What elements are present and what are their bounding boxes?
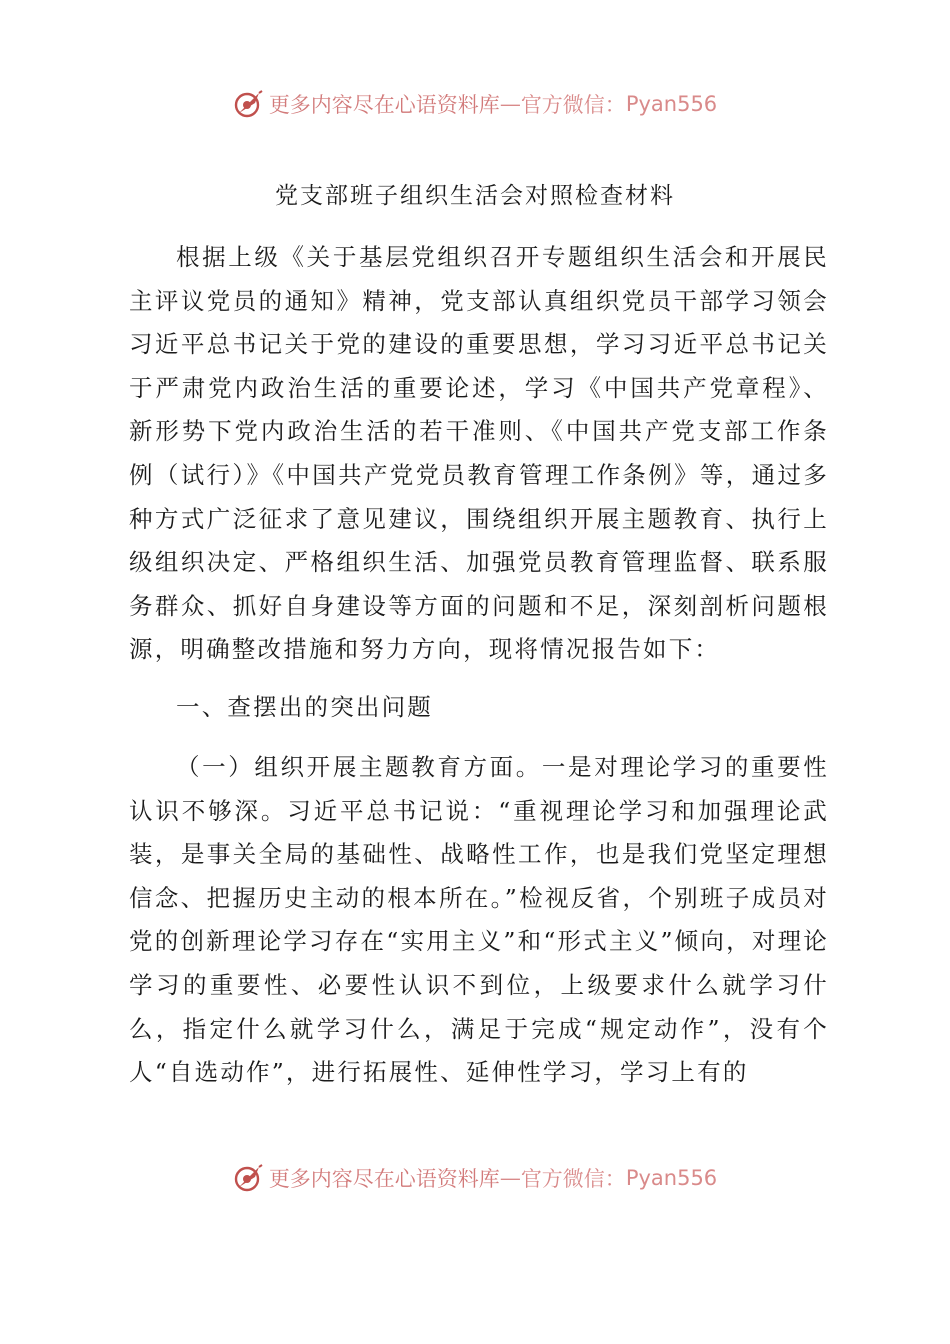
banner-wechat-label: 官方微信： (520, 93, 626, 117)
banner-wechat-id: Pyan556 (625, 92, 718, 116)
intro-paragraph: 根据上级《关于基层党组织召开专题组织生活会和开展民主评议党员的通知》精神，党支部认真组织党员干部学习领会习近平总书记关于党的建设的重要思想，学习习近平总书记关于严肃党内政治生活的重要论述，学习《中国共产党章程》、新形势下党内政治生活的若干准则、《中国共产党支部工作条例（试行）》《中国共产党党员教育管理工作条例》等，通过多种方式广泛征求了意见建议，围绕组织开展主题教育、执行上级组织决定、严格组织生活、加强党员教育管理监督、联系服务群众、抓好自身建设等方面的问题和不足，深刻剖析问题根源，明确整改措施和努力方向，现将情况报告如下： (129, 243, 829, 664)
document-title: 党支部班子组织生活会对照检查材料 (275, 183, 675, 209)
banner-brand-text: 更多内容尽在心语资料库 (268, 93, 500, 117)
header-watermark-banner (0, 84, 950, 124)
section-heading: 一、查摆出的突出问题 (176, 693, 433, 721)
banner-separator: — (499, 1166, 521, 1190)
banner-separator: — (499, 92, 521, 116)
quill-logo-icon (233, 1163, 263, 1193)
footer-watermark-banner (0, 1158, 950, 1198)
banner-wechat-id: Pyan556 (625, 1166, 718, 1190)
section-1-paragraph: （一）组织开展主题教育方面。一是对理论学习的重要性认识不够深。习近平总书记说：“重视理论学习和加强理论武装，是事关全局的基础性、战略性工作，也是我们党坚定理想信念、把握历史主动的根本所在。”检视反省，个别班子成员对党的创新理论学习存在“实用主义”和“形式主义”倾向，对理论学习的重要性、必要性认识不到位，上级要求什么就学习什么，指定什么就学习什么，满足于完成“规定动作”，没有个人“自选动作”，进行拓展性、延伸性学习，学习上有的 (129, 753, 829, 1087)
quill-logo-icon (233, 89, 263, 119)
banner-brand-text: 更多内容尽在心语资料库 (268, 1167, 500, 1191)
banner-wechat-label: 官方微信： (520, 1167, 626, 1191)
